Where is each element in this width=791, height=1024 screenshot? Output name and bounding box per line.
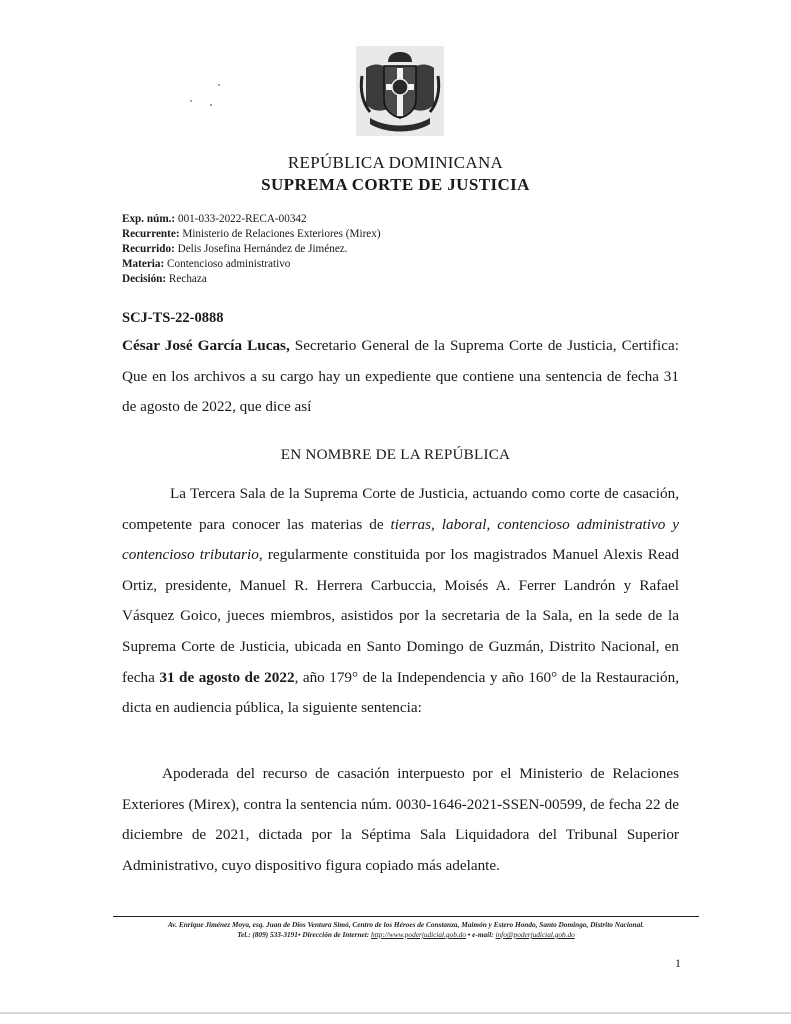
meta-row — [122, 257, 642, 272]
appeal-paragraph: Apoderada del recurso de casación interpuesto por el Ministerio de Relaciones Exteriores (Mirex), contra la sentencia núm. 0030-1646-2021-SSEN-00599, de fecha 22 de diciembre de 2021, dictada por la Séptima Sala Liquidadora del Tribunal Superior Administrativo, cuyo dispositivo figura copiado más adelante. — [122, 765, 679, 874]
meta-label: Exp. núm.: — [122, 213, 176, 225]
meta-label: Materia: — [122, 258, 165, 270]
scan-speck — [218, 84, 220, 86]
meta-label: Recurrente: — [122, 228, 180, 240]
footer-website-link[interactable]: http://www.poderjudicial.gob.do — [371, 930, 466, 939]
meta-value: Rechaza — [168, 273, 207, 285]
paragraph-text: La Tercera Sala de la Suprema Corte de Justicia, actuando como corte de casación, competente para conocer las materias de — [122, 485, 679, 533]
scan-speck — [210, 104, 212, 106]
scan-edge — [0, 1012, 791, 1014]
certification-paragraph — [122, 331, 679, 423]
paragraph-italic-text: tierras, laboral, contencioso administrativo y contencioso tributario — [122, 515, 679, 564]
footer-email-label: • e-mail: — [465, 930, 496, 939]
meta-value: 001-033-2022-RECA-00342 — [177, 213, 307, 225]
scan-speck — [190, 100, 192, 102]
court-name: SUPREMA CORTE DE JUSTICIA — [261, 175, 530, 194]
paragraph-text: , regularmente constituida por los magistrados Manuel Alexis Read Ortiz, presidente, Manuel R. Herrera Carbuccia, Moisés A. Ferrer Landrón y Rafael Vásquez Goico, jueces miembros, asistidos por la secretaria de la Sala, en la sede de la Suprema Corte de Justicia, ubicada en Santo Domingo de Guzmán, Distrito Nacional, en fecha — [122, 546, 679, 686]
case-metadata — [122, 212, 642, 287]
page-number: 1 — [675, 956, 681, 970]
meta-value: Contencioso administrativo — [167, 258, 291, 270]
court-composition-paragraph — [122, 479, 679, 724]
meta-label: Decisión: — [122, 273, 167, 285]
meta-row — [122, 227, 642, 242]
secretary-name: César José García Lucas, — [122, 337, 290, 354]
coat-of-arms-icon — [356, 46, 444, 136]
footer-email-link[interactable]: info@poderjudicial.gob.do — [495, 930, 575, 939]
meta-value: Delis Josefina Hernández de Jiménez. — [177, 243, 348, 255]
footer-contact — [113, 930, 699, 940]
meta-row — [122, 242, 642, 257]
meta-label: Recurrido: — [122, 243, 175, 255]
section-title: EN NOMBRE DE LA REPÚBLICA — [280, 446, 511, 463]
footer-phone: Tel.: (809) 533-3191• Dirección de Internet: — [237, 930, 372, 939]
certification-text: Secretario General de la Suprema Corte de Justicia, Certifica: Que en los archivos a su cargo hay un expediente que contiene una sentencia de fecha 31 de agosto de 2022, que dice así — [122, 337, 679, 416]
footer-address: Av. Enrique Jiménez Moya, esq. Juan de Dios Ventura Simó, Centro de los Héroes de Constanza, Maimón y Estero Hondo, Santo Domingo, Distrito Nacional. — [167, 920, 645, 929]
page-footer — [113, 916, 699, 940]
meta-row — [122, 212, 642, 227]
document-header — [0, 152, 791, 196]
paragraph-bold-date: 31 de agosto de 2022 — [159, 668, 295, 686]
meta-value: Ministerio de Relaciones Exteriores (Mirex) — [182, 228, 381, 240]
meta-row — [122, 272, 642, 287]
paragraph-text: , año 179° de la Independencia y año 160° de la Restauración, dicta en audiencia pública, la siguiente sentencia: — [122, 668, 680, 717]
country-name: REPÚBLICA DOMINICANA — [287, 153, 504, 172]
case-number: SCJ-TS-22-0888 — [122, 310, 224, 326]
